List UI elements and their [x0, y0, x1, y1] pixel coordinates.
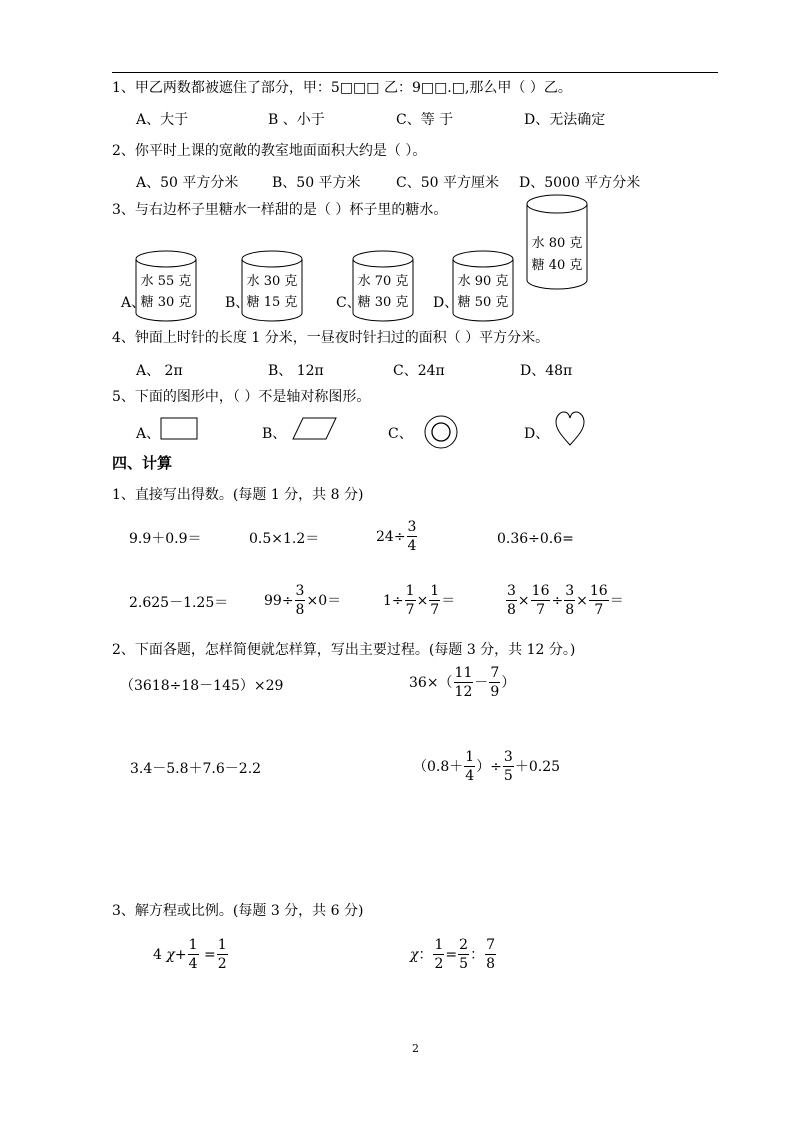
- cup-c-sugar: 糖 30 克: [357, 295, 409, 310]
- cup-c: [352, 250, 414, 322]
- expr-2-1: （3618÷18－145）×29: [120, 678, 284, 694]
- expr-1-3: 24÷ $\frac{3}{4}$: [376, 519, 417, 554]
- cup-a-label: A、: [121, 295, 146, 311]
- q4-option-a: A、 2π: [136, 363, 183, 379]
- q1-option-b: B 、小于: [268, 112, 325, 128]
- cup-d-sugar: 糖 50 克: [457, 295, 509, 310]
- reference-sugar: 糖 40 克: [531, 258, 583, 273]
- q5-option-a: A、: [136, 426, 161, 442]
- q5-option-b: B、: [262, 426, 287, 442]
- parallelogram-icon: [292, 417, 338, 441]
- q2-stem: 2、你平时上课的宽敞的教室地面面积大约是（ ）。: [112, 143, 427, 159]
- part1-stem: 1、直接写出得数。(每题 1 分，共 8 分): [112, 487, 364, 503]
- cup-b-sugar: 糖 15 克: [246, 295, 298, 310]
- expr-1-1: 9.9＋0.9＝: [129, 531, 202, 547]
- q1-stem: 1、甲乙两数都被遮住了部分，甲：5□□□ 乙：9□□.□,那么甲（ ）乙。: [112, 80, 572, 96]
- cup-c-water: 水 70 克: [357, 274, 409, 289]
- section-title: 四、计算: [112, 454, 173, 472]
- cup-d: [452, 250, 514, 322]
- q4-option-c: C、24π: [393, 363, 445, 379]
- cup-d-water: 水 90 克: [457, 274, 509, 289]
- expr-2-2: 36×（ $\frac{11}{12}$ － $\frac{7}{9}$ ）: [409, 665, 516, 700]
- q1-option-a: A、大于: [136, 112, 189, 128]
- q1-option-c: C、等 于: [396, 112, 454, 128]
- expr-3-1: 4 χ+ $\frac{1}{4}$ = $\frac{1}{2}$: [153, 937, 227, 972]
- q2-option-b: B、50 平方米: [272, 175, 361, 191]
- q3-stem: 3、与右边杯子里糖水一样甜的是（ ）杯子里的糖水。: [112, 202, 448, 218]
- expr-1-8: $\frac{3}{8}$ × $\frac{16}{7}$ ÷ $\frac{3}{8}$ × $\frac{16}{7}$ ＝: [507, 583, 624, 618]
- expr-3-2: χ： $\frac{1}{2}$ = $\frac{2}{5}$ ： $\frac{7}{8}$: [410, 937, 495, 972]
- q5-option-d: D、: [524, 426, 550, 442]
- rectangle-icon: [160, 417, 198, 441]
- expr-1-5: 2.625－1.25＝: [129, 595, 229, 611]
- heart-icon: [555, 411, 585, 447]
- expr-1-2: 0.5×1.2＝: [249, 531, 320, 547]
- page-number: 2: [412, 1042, 419, 1055]
- cup-a-sugar: 糖 30 克: [140, 295, 192, 310]
- q4-option-b: B、 12π: [268, 363, 324, 379]
- q5-option-c: C、: [388, 426, 413, 442]
- q4-stem: 4、钟面上时针的长度 1 分米，一昼夜时针扫过的面积（ ）平方分米。: [112, 330, 550, 346]
- part3-stem: 3、解方程或比例。(每题 3 分，共 6 分): [112, 903, 364, 919]
- q2-option-a: A、50 平方分米: [136, 175, 239, 191]
- expr-1-4: 0.36÷0.6=: [497, 531, 574, 547]
- reference-cup: [526, 194, 588, 290]
- cup-b-water: 水 30 克: [246, 274, 298, 289]
- cup-c-label: C、: [336, 295, 361, 311]
- expr-2-4: （0.8＋ $\frac{1}{4}$ ）÷ $\frac{3}{5}$ ＋0.25: [413, 749, 561, 784]
- expr-2-3: 3.4－5.8＋7.6－2.2: [130, 761, 262, 777]
- q5-stem: 5、下面的图形中，（ ）不是轴对称图形。: [112, 389, 371, 405]
- cup-b: [241, 250, 303, 322]
- header-rule: [112, 72, 718, 73]
- expr-1-7: 1÷ $\frac{1}{7}$ × $\frac{1}{7}$ ＝: [383, 583, 456, 618]
- q4-option-d: D、48π: [520, 363, 573, 379]
- cup-b-label: B、: [225, 295, 250, 311]
- cup-a: [135, 250, 197, 322]
- ring-icon: [423, 414, 459, 450]
- expr-1-6: 99÷ $\frac{3}{8}$ ×0＝: [264, 583, 342, 618]
- reference-water: 水 80 克: [531, 236, 583, 251]
- q2-option-d: D、5000 平方分米: [519, 175, 641, 191]
- q1-option-d: D、无法确定: [524, 112, 606, 128]
- part2-stem: 2、下面各题，怎样简便就怎样算，写出主要过程。(每题 3 分，共 12 分。): [112, 642, 576, 658]
- cup-d-label: D、: [433, 295, 459, 311]
- q2-option-c: C、50 平方厘米: [396, 175, 499, 191]
- cup-a-water: 水 55 克: [140, 274, 192, 289]
